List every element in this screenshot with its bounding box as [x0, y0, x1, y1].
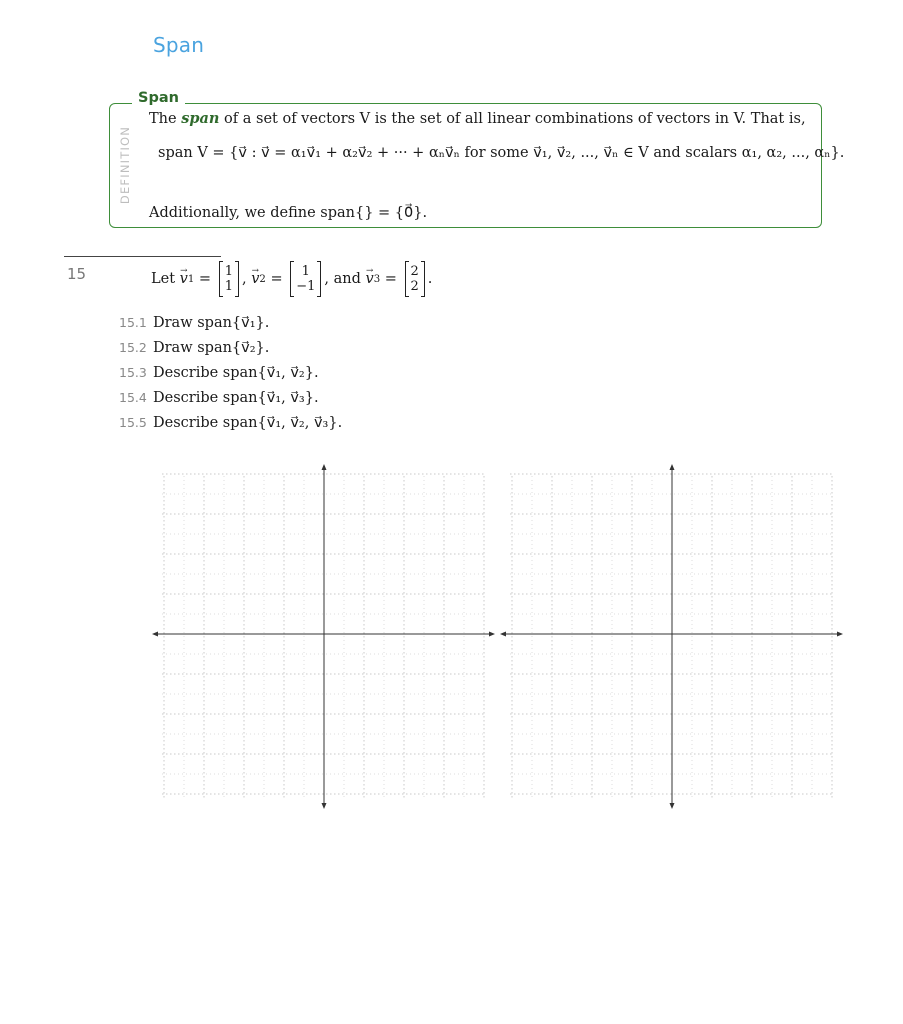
x-axis-arrow-left	[500, 632, 506, 637]
definition-intro: The span of a set of vectors V is the set of all linear combinations of vectors in V. That is,	[149, 110, 806, 127]
problem-statement: Let → v 1 = 1 1 , → v 2 = 1 −1 , and → v 3 = 2 2 .	[151, 262, 432, 296]
problem-part: 15.3 Describe span{v⃗₁, v⃗₂}.	[119, 364, 319, 381]
definition-formula: span V = {v⃗ : v⃗ = α₁v⃗₁ + α₂v⃗₂ + ··· + αₙv⃗ₙ for some v⃗₁, v⃗₂, ..., v⃗ₙ ∈ V and scalars α₁, α₂, ..., αₙ}.	[158, 145, 845, 161]
vector-v2-matrix: 1 −1	[290, 262, 321, 296]
definition-side-label: DEFINITION	[118, 125, 132, 205]
definition-title: Span	[132, 90, 185, 106]
problem-part: 15.2 Draw span{v⃗₂}.	[119, 339, 270, 356]
problem-parts	[119, 310, 342, 435]
coordinate-grid-left[interactable]	[150, 462, 500, 812]
vector-v1-matrix: 1 1	[219, 262, 239, 296]
y-axis-arrow-up	[670, 464, 675, 470]
definition-additional: Additionally, we define span{} = {0⃗}.	[149, 205, 428, 221]
y-axis-arrow-down	[670, 803, 675, 809]
problem-part: 15.4 Describe span{v⃗₁, v⃗₃}.	[119, 389, 319, 406]
problem-part: 15.5 Describe span{v⃗₁, v⃗₂, v⃗₃}.	[119, 414, 343, 431]
coordinate-grid-right[interactable]	[498, 462, 848, 812]
x-axis-arrow-right	[837, 632, 843, 637]
problem-part: 15.1 Draw span{v⃗₁}.	[119, 314, 270, 331]
problem-rule	[64, 256, 221, 257]
definition-term: span	[181, 110, 220, 127]
x-axis-arrow-left	[152, 632, 158, 637]
problem-number: 15	[67, 265, 87, 283]
x-axis-arrow-right	[489, 632, 495, 637]
y-axis-arrow-up	[322, 464, 327, 470]
section-title: Span	[153, 33, 205, 57]
y-axis-arrow-down	[322, 803, 327, 809]
vector-v3-matrix: 2 2	[405, 262, 425, 296]
